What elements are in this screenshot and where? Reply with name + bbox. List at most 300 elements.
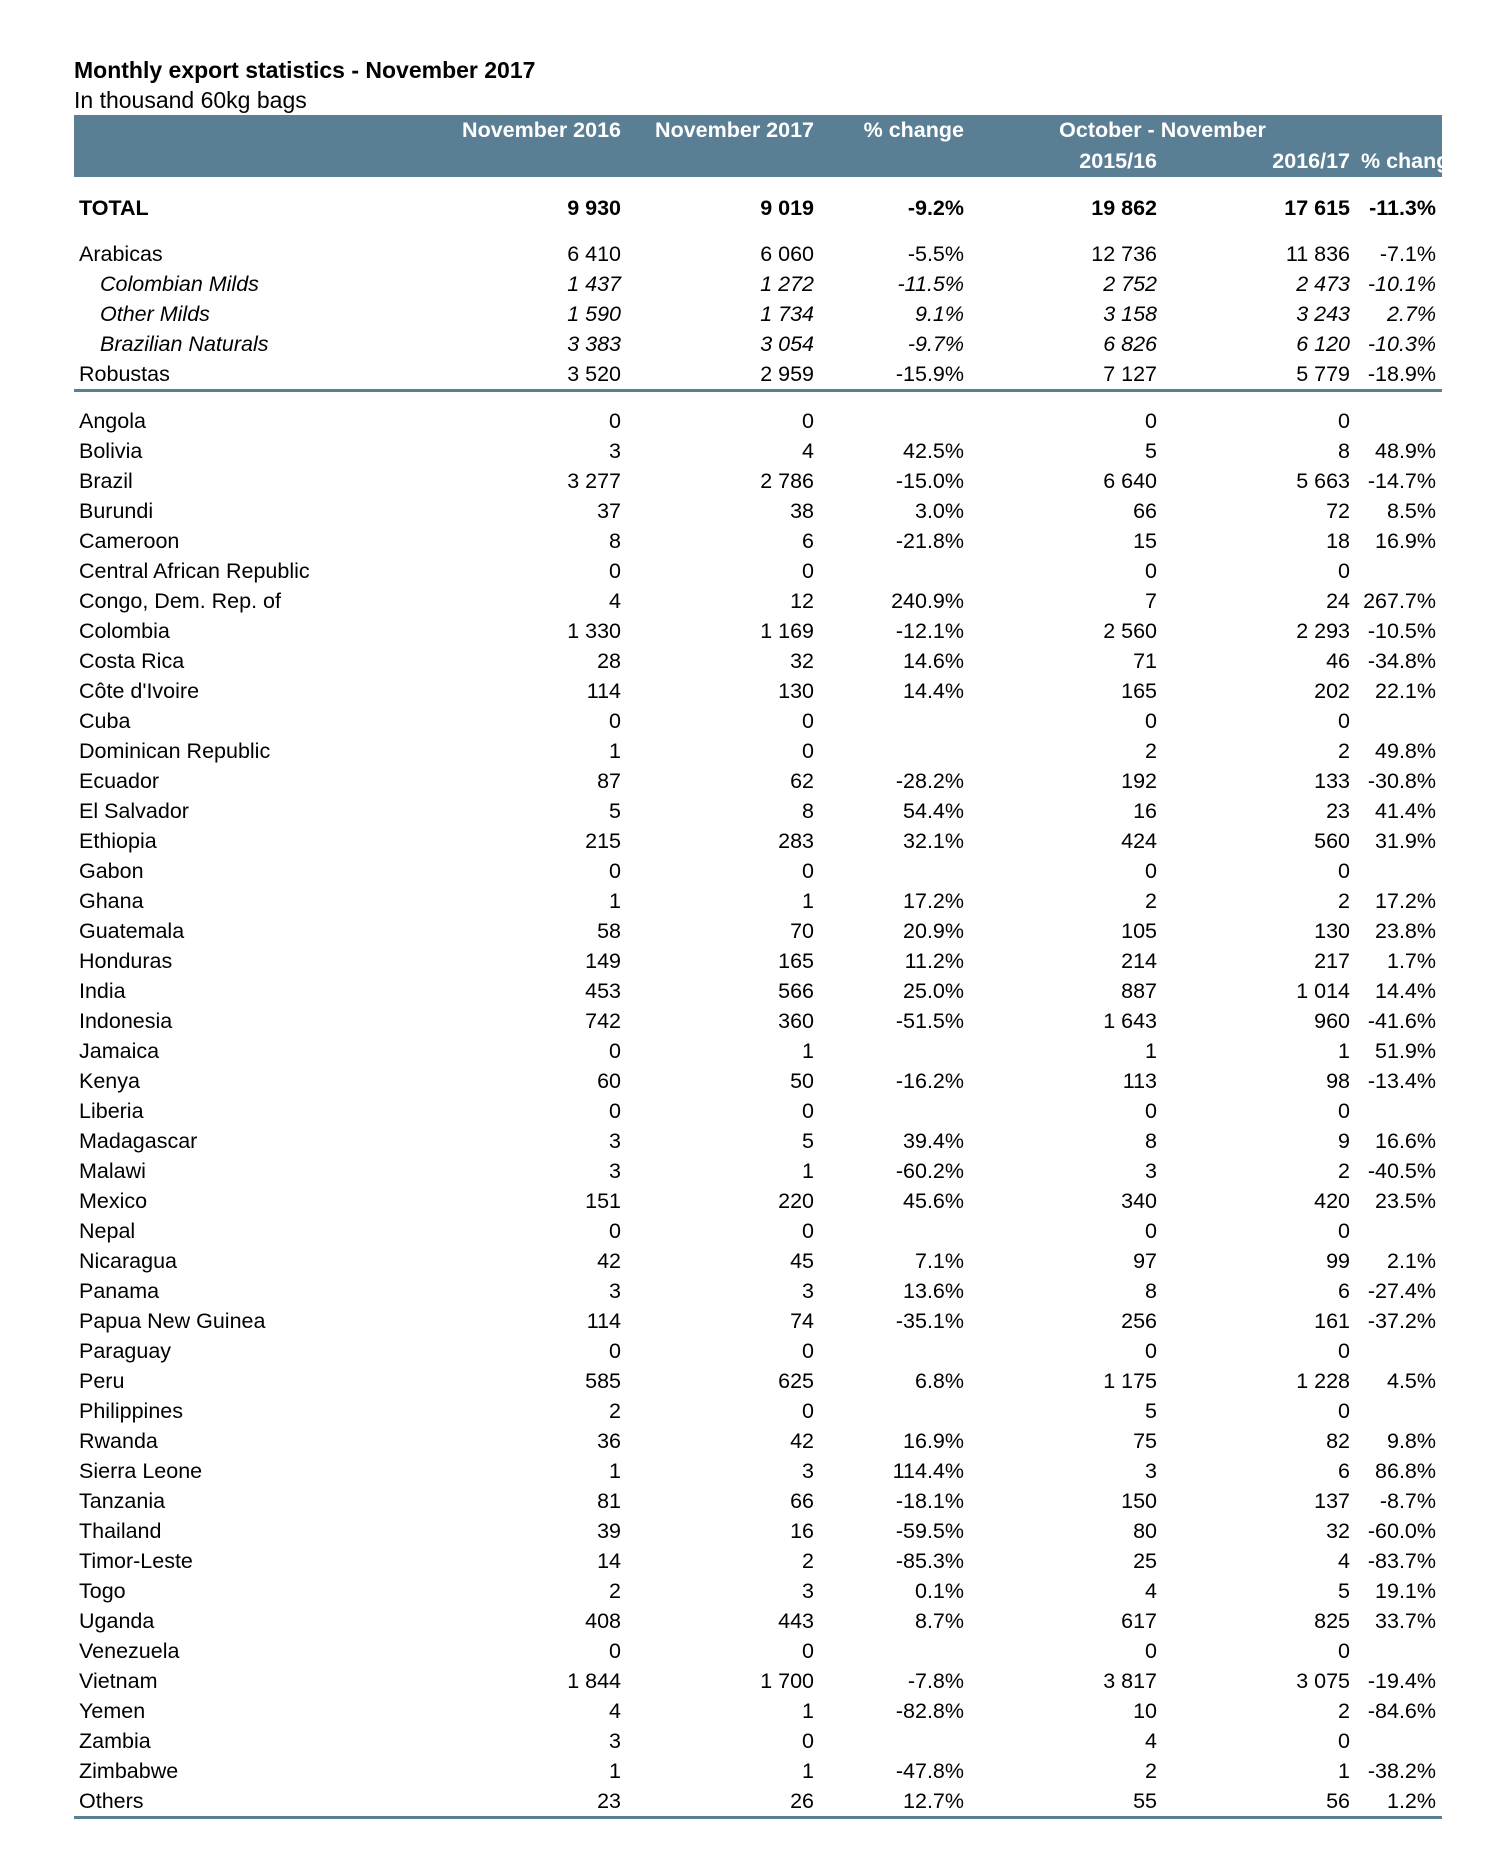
row-label: Indonesia — [79, 1009, 173, 1033]
country-row — [74, 1366, 1442, 1396]
value-november-2016: 81 — [597, 1489, 621, 1513]
value-pct-change-month: -82.8% — [895, 1699, 964, 1723]
value-2016-17: 137 — [1314, 1489, 1350, 1513]
value-november-2016: 0 — [609, 859, 621, 883]
row-label: Paraguay — [79, 1339, 172, 1363]
country-row — [74, 1306, 1442, 1336]
value-pct-change-period: 17.2% — [1375, 889, 1436, 913]
page-title: Monthly export statistics - November 2017 — [74, 57, 536, 83]
value-2015-16: 0 — [1145, 559, 1157, 583]
value-2015-16: 1 175 — [1103, 1369, 1157, 1393]
value-pct-change-month: -21.8% — [895, 529, 964, 553]
value-2016-17: 0 — [1338, 709, 1350, 733]
header-2016-17: 2016/17 — [1163, 145, 1356, 177]
row-label: Ghana — [79, 889, 144, 913]
group-row — [74, 359, 1442, 391]
value-2015-16: 8 — [1145, 1129, 1157, 1153]
value-november-2016: 2 — [609, 1399, 621, 1423]
value-pct-change-period: -83.7% — [1367, 1549, 1436, 1573]
value-2015-16: 3 — [1145, 1459, 1157, 1483]
row-label: Other Milds — [100, 302, 210, 326]
value-pct-change-month: 11.2% — [904, 949, 964, 973]
country-row — [74, 1126, 1442, 1156]
value-2016-17: 98 — [1326, 1069, 1350, 1093]
value-november-2017: 443 — [778, 1609, 814, 1633]
value-2016-17: 2 — [1338, 1159, 1350, 1183]
value-november-2017: 0 — [802, 1639, 814, 1663]
value-november-2016: 1 — [609, 1759, 621, 1783]
row-label: Malawi — [79, 1159, 146, 1183]
country-row — [74, 1606, 1442, 1636]
value-2015-16: 0 — [1145, 409, 1157, 433]
value-2015-16: 3 817 — [1103, 1669, 1157, 1693]
value-pct-change-period: 1.2% — [1356, 1786, 1442, 1818]
value-november-2017: 220 — [778, 1189, 814, 1213]
value-2016-17: 0 — [1338, 1339, 1350, 1363]
value-2015-16: 105 — [1121, 919, 1157, 943]
value-2015-16: 4 — [1145, 1729, 1157, 1753]
value-2016-17: 960 — [1314, 1009, 1350, 1033]
row-label: Ethiopia — [79, 829, 157, 853]
value-pct-change-period: -30.8% — [1367, 769, 1436, 793]
value-pct-change-month — [820, 1216, 970, 1246]
country-row — [74, 646, 1442, 676]
value-pct-change-month: 114.4% — [892, 1459, 964, 1483]
country-row — [74, 1636, 1442, 1666]
value-2015-16: 0 — [1145, 1219, 1157, 1243]
country-row — [74, 1786, 1442, 1818]
country-row — [74, 1186, 1442, 1216]
value-2016-17: 202 — [1314, 679, 1350, 703]
row-label: Costa Rica — [79, 649, 185, 673]
value-2016-17: 2 293 — [1296, 619, 1350, 643]
value-2016-17: 2 — [1338, 739, 1350, 763]
value-november-2016: 1 — [609, 739, 621, 763]
value-pct-change-period: 86.8% — [1375, 1459, 1436, 1483]
value-november-2016: 0 — [609, 559, 621, 583]
row-label: Robustas — [74, 359, 434, 391]
row-label: TOTAL — [79, 196, 149, 220]
country-row — [74, 1396, 1442, 1426]
value-pct-change-month: 9.1% — [914, 302, 964, 326]
row-label: Dominican Republic — [79, 739, 271, 763]
value-november-2017: 16 — [790, 1519, 814, 1543]
country-row — [74, 1576, 1442, 1606]
value-pct-change-month: 0.1% — [914, 1579, 964, 1603]
value-pct-change-month: -15.9% — [820, 359, 970, 391]
value-2015-16: 6 640 — [1103, 469, 1157, 493]
value-2015-16: 2 752 — [1103, 272, 1157, 296]
value-pct-change-period: 19.1% — [1375, 1579, 1436, 1603]
value-november-2016: 4 — [609, 589, 621, 613]
value-november-2017: 1 700 — [760, 1669, 814, 1693]
page-subtitle: In thousand 60kg bags — [74, 87, 307, 113]
value-november-2016: 37 — [597, 499, 621, 523]
value-2015-16: 66 — [1133, 499, 1157, 523]
value-pct-change-period: 23.8% — [1375, 919, 1436, 943]
value-2016-17: 0 — [1338, 409, 1350, 433]
value-november-2017: 45 — [790, 1249, 814, 1273]
value-2016-17: 825 — [1314, 1609, 1350, 1633]
value-pct-change-month: 3.0% — [914, 499, 964, 523]
row-label: Others — [74, 1786, 434, 1818]
value-november-2017: 1 169 — [760, 619, 814, 643]
header-november-2017: November 2017 — [627, 115, 820, 145]
value-2016-17: 420 — [1314, 1189, 1350, 1213]
value-pct-change-period: 23.5% — [1375, 1189, 1436, 1213]
value-pct-change-period — [1356, 556, 1442, 586]
value-pct-change-period: -7.1% — [1379, 242, 1436, 266]
country-row — [74, 976, 1442, 1006]
value-2015-16: 7 — [1145, 589, 1157, 613]
country-row — [74, 1336, 1442, 1366]
value-pct-change-month: 240.9% — [891, 589, 964, 613]
value-pct-change-month — [820, 1726, 970, 1756]
value-pct-change-month: -18.1% — [895, 1489, 964, 1513]
value-2016-17: 0 — [1338, 1219, 1350, 1243]
row-label: Honduras — [79, 949, 173, 973]
country-row — [74, 466, 1442, 496]
value-2016-17: 4 — [1338, 1549, 1350, 1573]
value-november-2017: 0 — [802, 1219, 814, 1243]
value-november-2017: 0 — [802, 1339, 814, 1363]
row-label: Arabicas — [79, 242, 163, 266]
value-pct-change-period: 8.5% — [1386, 499, 1436, 523]
group-row — [74, 299, 1442, 329]
value-2015-16: 3 — [1145, 1159, 1157, 1183]
value-november-2016: 408 — [585, 1609, 621, 1633]
country-row — [74, 1156, 1442, 1186]
value-november-2016: 5 — [609, 799, 621, 823]
value-pct-change-period — [1356, 406, 1442, 436]
export-statistics-table — [74, 115, 1462, 1819]
value-2016-17: 560 — [1314, 829, 1350, 853]
value-pct-change-month: -35.1% — [895, 1309, 964, 1333]
value-pct-change-period: -60.0% — [1367, 1519, 1436, 1543]
value-november-2016: 149 — [585, 949, 621, 973]
header-november-2016: November 2016 — [434, 115, 627, 145]
value-november-2017: 1 272 — [760, 272, 814, 296]
value-pct-change-month: -12.1% — [895, 619, 964, 643]
value-2016-17: 72 — [1326, 499, 1350, 523]
value-november-2016: 28 — [597, 649, 621, 673]
value-2015-16: 5 — [1145, 1399, 1157, 1423]
value-november-2017: 2 959 — [627, 359, 820, 391]
value-november-2016: 36 — [597, 1429, 621, 1453]
value-2016-17: 0 — [1338, 1729, 1350, 1753]
country-row — [74, 1426, 1442, 1456]
value-2016-17: 2 — [1338, 889, 1350, 913]
value-november-2017: 165 — [778, 949, 814, 973]
value-pct-change-month — [820, 856, 970, 886]
value-2016-17: 23 — [1326, 799, 1350, 823]
value-pct-change-period: 33.7% — [1375, 1609, 1436, 1633]
value-november-2016: 9 930 — [567, 196, 621, 220]
value-2016-17: 161 — [1314, 1309, 1350, 1333]
value-2015-16: 55 — [970, 1786, 1163, 1818]
value-pct-change-period: 9.8% — [1386, 1429, 1436, 1453]
value-november-2016: 6 410 — [567, 242, 621, 266]
value-2015-16: 0 — [1145, 709, 1157, 733]
group-row — [74, 239, 1442, 269]
value-pct-change-month: 42.5% — [903, 439, 964, 463]
value-november-2016: 2 — [609, 1579, 621, 1603]
value-november-2017: 625 — [778, 1369, 814, 1393]
value-pct-change-period: 267.7% — [1363, 589, 1436, 613]
value-pct-change-period: 4.5% — [1386, 1369, 1436, 1393]
value-november-2017: 4 — [802, 439, 814, 463]
value-november-2017: 566 — [778, 979, 814, 1003]
value-pct-change-month — [820, 1396, 970, 1426]
row-label: Liberia — [79, 1099, 144, 1123]
row-label: Nepal — [79, 1219, 136, 1243]
value-pct-change-month: 39.4% — [903, 1129, 964, 1153]
row-label: Peru — [79, 1369, 125, 1393]
value-2016-17: 133 — [1314, 769, 1350, 793]
value-november-2016: 3 — [609, 1729, 621, 1753]
value-pct-change-period: -34.8% — [1367, 649, 1436, 673]
value-pct-change-month — [820, 556, 970, 586]
row-label: Madagascar — [79, 1129, 198, 1153]
value-pct-change-period: 49.8% — [1375, 739, 1436, 763]
value-2016-17: 32 — [1326, 1519, 1350, 1543]
value-2016-17: 130 — [1314, 919, 1350, 943]
row-label: Brazil — [79, 469, 133, 493]
value-pct-change-period — [1356, 856, 1442, 886]
value-november-2017: 12 — [790, 589, 814, 613]
value-pct-change-period: 14.4% — [1375, 979, 1436, 1003]
value-november-2016: 1 330 — [567, 619, 621, 643]
value-2016-17: 0 — [1338, 859, 1350, 883]
value-november-2017: 26 — [627, 1786, 820, 1818]
header-october-november: October - November — [970, 115, 1356, 145]
row-label: Burundi — [79, 499, 154, 523]
row-label: Brazilian Naturals — [100, 332, 269, 356]
value-pct-change-period: -13.4% — [1367, 1069, 1436, 1093]
value-november-2017: 6 — [802, 529, 814, 553]
value-2015-16: 4 — [1145, 1579, 1157, 1603]
value-november-2016: 215 — [585, 829, 621, 853]
value-2015-16: 2 — [1145, 889, 1157, 913]
header-empty — [74, 115, 434, 145]
value-2016-17: 0 — [1338, 559, 1350, 583]
row-label: Philippines — [79, 1399, 183, 1423]
value-pct-change-period: -27.4% — [1367, 1279, 1436, 1303]
value-pct-change-period: -84.6% — [1367, 1699, 1436, 1723]
total-row — [74, 189, 1442, 227]
value-pct-change-month — [820, 706, 970, 736]
row-label: Panama — [79, 1279, 160, 1303]
header-pct-change-month: % change — [820, 115, 970, 145]
value-2015-16: 617 — [1121, 1609, 1157, 1633]
value-pct-change-month: 45.6% — [903, 1189, 964, 1213]
country-row — [74, 1696, 1442, 1726]
value-2015-16: 192 — [1121, 769, 1157, 793]
value-pct-change-month: -7.8% — [907, 1669, 964, 1693]
value-november-2016: 585 — [585, 1369, 621, 1393]
value-november-2017: 42 — [790, 1429, 814, 1453]
value-pct-change-period: -8.7% — [1379, 1489, 1436, 1513]
value-2015-16: 0 — [1145, 1099, 1157, 1123]
value-2015-16: 0 — [1145, 1339, 1157, 1363]
document-page — [74, 55, 1462, 1819]
row-label: El Salvador — [79, 799, 189, 823]
value-pct-change-month — [820, 736, 970, 766]
value-pct-change-month — [820, 1096, 970, 1126]
value-2015-16: 256 — [1121, 1309, 1157, 1333]
value-2015-16: 6 826 — [1103, 332, 1157, 356]
value-november-2016: 0 — [609, 1219, 621, 1243]
value-november-2016: 14 — [597, 1549, 621, 1573]
value-2016-17: 6 — [1338, 1459, 1350, 1483]
value-november-2017: 360 — [778, 1009, 814, 1033]
row-label: Gabon — [79, 859, 144, 883]
value-2015-16: 887 — [1121, 979, 1157, 1003]
value-pct-change-month: -47.8% — [895, 1759, 964, 1783]
value-pct-change-month: 20.9% — [903, 919, 964, 943]
value-november-2017: 1 — [802, 1039, 814, 1063]
value-november-2016: 3 — [609, 1129, 621, 1153]
value-november-2017: 38 — [790, 499, 814, 523]
country-row — [74, 616, 1442, 646]
value-november-2016: 3 383 — [567, 332, 621, 356]
value-pct-change-period — [1356, 1336, 1442, 1366]
header-2015-16: 2015/16 — [970, 145, 1163, 177]
row-label: Venezuela — [79, 1639, 180, 1663]
value-2016-17: 3 075 — [1296, 1669, 1350, 1693]
value-2016-17: 2 473 — [1296, 272, 1350, 296]
value-2015-16: 8 — [1145, 1279, 1157, 1303]
value-pct-change-period — [1356, 1636, 1442, 1666]
value-november-2016: 0 — [609, 1639, 621, 1663]
value-pct-change-period: -18.9% — [1356, 359, 1442, 391]
value-november-2017: 283 — [778, 829, 814, 853]
country-row — [74, 946, 1442, 976]
value-november-2016: 0 — [609, 409, 621, 433]
header-empty — [627, 145, 820, 177]
country-row — [74, 1216, 1442, 1246]
value-pct-change-month: 17.2% — [903, 889, 964, 913]
value-november-2017: 74 — [790, 1309, 814, 1333]
country-row — [74, 1036, 1442, 1066]
value-2015-16: 15 — [1133, 529, 1157, 553]
value-2015-16: 12 736 — [1091, 242, 1157, 266]
country-row — [74, 766, 1442, 796]
country-row — [74, 676, 1442, 706]
value-pct-change-month — [820, 1036, 970, 1066]
value-november-2016: 1 — [609, 1459, 621, 1483]
spacer-row — [74, 177, 1442, 189]
value-pct-change-month: -9.2% — [907, 196, 964, 220]
value-2016-17: 17 615 — [1284, 196, 1350, 220]
value-november-2016: 3 — [609, 1279, 621, 1303]
value-2016-17: 0 — [1338, 1639, 1350, 1663]
country-row — [74, 1006, 1442, 1036]
header-empty — [820, 145, 970, 177]
country-row — [74, 1246, 1442, 1276]
row-label: Zambia — [79, 1729, 151, 1753]
country-row — [74, 496, 1442, 526]
value-pct-change-month: 32.1% — [903, 829, 964, 853]
row-label: India — [79, 979, 126, 1003]
value-2015-16: 214 — [1121, 949, 1157, 973]
row-label: Zimbabwe — [79, 1759, 179, 1783]
value-2015-16: 75 — [1133, 1429, 1157, 1453]
country-row — [74, 1276, 1442, 1306]
row-label: Jamaica — [79, 1039, 160, 1063]
value-2015-16: 97 — [1133, 1249, 1157, 1273]
value-2015-16: 71 — [1133, 649, 1157, 673]
country-row — [74, 406, 1442, 436]
value-2016-17: 5 663 — [1296, 469, 1350, 493]
value-november-2017: 9 019 — [760, 196, 814, 220]
value-2016-17: 1 014 — [1296, 979, 1350, 1003]
value-pct-change-period: -19.4% — [1367, 1669, 1436, 1693]
value-2016-17: 217 — [1314, 949, 1350, 973]
value-november-2017: 6 060 — [760, 242, 814, 266]
value-november-2017: 1 — [802, 1759, 814, 1783]
row-label: Yemen — [79, 1699, 146, 1723]
value-november-2016: 8 — [609, 529, 621, 553]
value-november-2016: 1 844 — [567, 1669, 621, 1693]
value-pct-change-month — [820, 1636, 970, 1666]
value-pct-change-month: 12.7% — [820, 1786, 970, 1818]
row-label: Kenya — [79, 1069, 140, 1093]
row-label: Timor-Leste — [79, 1549, 193, 1573]
header-pct-change-period: % change — [1356, 145, 1442, 177]
value-pct-change-period — [1356, 706, 1442, 736]
value-pct-change-period: -37.2% — [1367, 1309, 1436, 1333]
row-label: Rwanda — [79, 1429, 158, 1453]
row-label: Cameroon — [79, 529, 180, 553]
value-november-2017: 0 — [802, 559, 814, 583]
value-2015-16: 80 — [1133, 1519, 1157, 1543]
country-row — [74, 916, 1442, 946]
value-pct-change-month: 7.1% — [914, 1249, 964, 1273]
value-pct-change-month: 16.9% — [903, 1429, 964, 1453]
value-november-2016: 453 — [585, 979, 621, 1003]
value-november-2016: 87 — [597, 769, 621, 793]
value-pct-change-period: -40.5% — [1367, 1159, 1436, 1183]
value-november-2016: 39 — [597, 1519, 621, 1543]
value-2016-17: 1 228 — [1296, 1369, 1350, 1393]
row-label: Cuba — [79, 709, 131, 733]
value-november-2016: 1 437 — [567, 272, 621, 296]
value-november-2017: 66 — [790, 1489, 814, 1513]
value-2015-16: 0 — [1145, 1639, 1157, 1663]
value-november-2016: 0 — [609, 1339, 621, 1363]
value-pct-change-period: -10.5% — [1367, 619, 1436, 643]
value-pct-change-month: 6.8% — [914, 1369, 964, 1393]
value-2015-16: 165 — [1121, 679, 1157, 703]
value-pct-change-month — [820, 406, 970, 436]
row-label: Togo — [79, 1579, 126, 1603]
header-empty — [74, 145, 434, 177]
row-label: Côte d'Ivoire — [79, 679, 200, 703]
value-november-2017: 8 — [802, 799, 814, 823]
value-november-2017: 0 — [802, 1099, 814, 1123]
value-pct-change-month: 54.4% — [903, 799, 964, 823]
value-2015-16: 3 158 — [1103, 302, 1157, 326]
value-pct-change-month: 25.0% — [903, 979, 964, 1003]
value-november-2017: 0 — [802, 709, 814, 733]
value-2016-17: 18 — [1326, 529, 1350, 553]
value-2015-16: 424 — [1121, 829, 1157, 853]
country-row — [74, 1096, 1442, 1126]
value-pct-change-period: 22.1% — [1375, 679, 1436, 703]
header-empty — [434, 145, 627, 177]
row-label: Papua New Guinea — [79, 1309, 266, 1333]
